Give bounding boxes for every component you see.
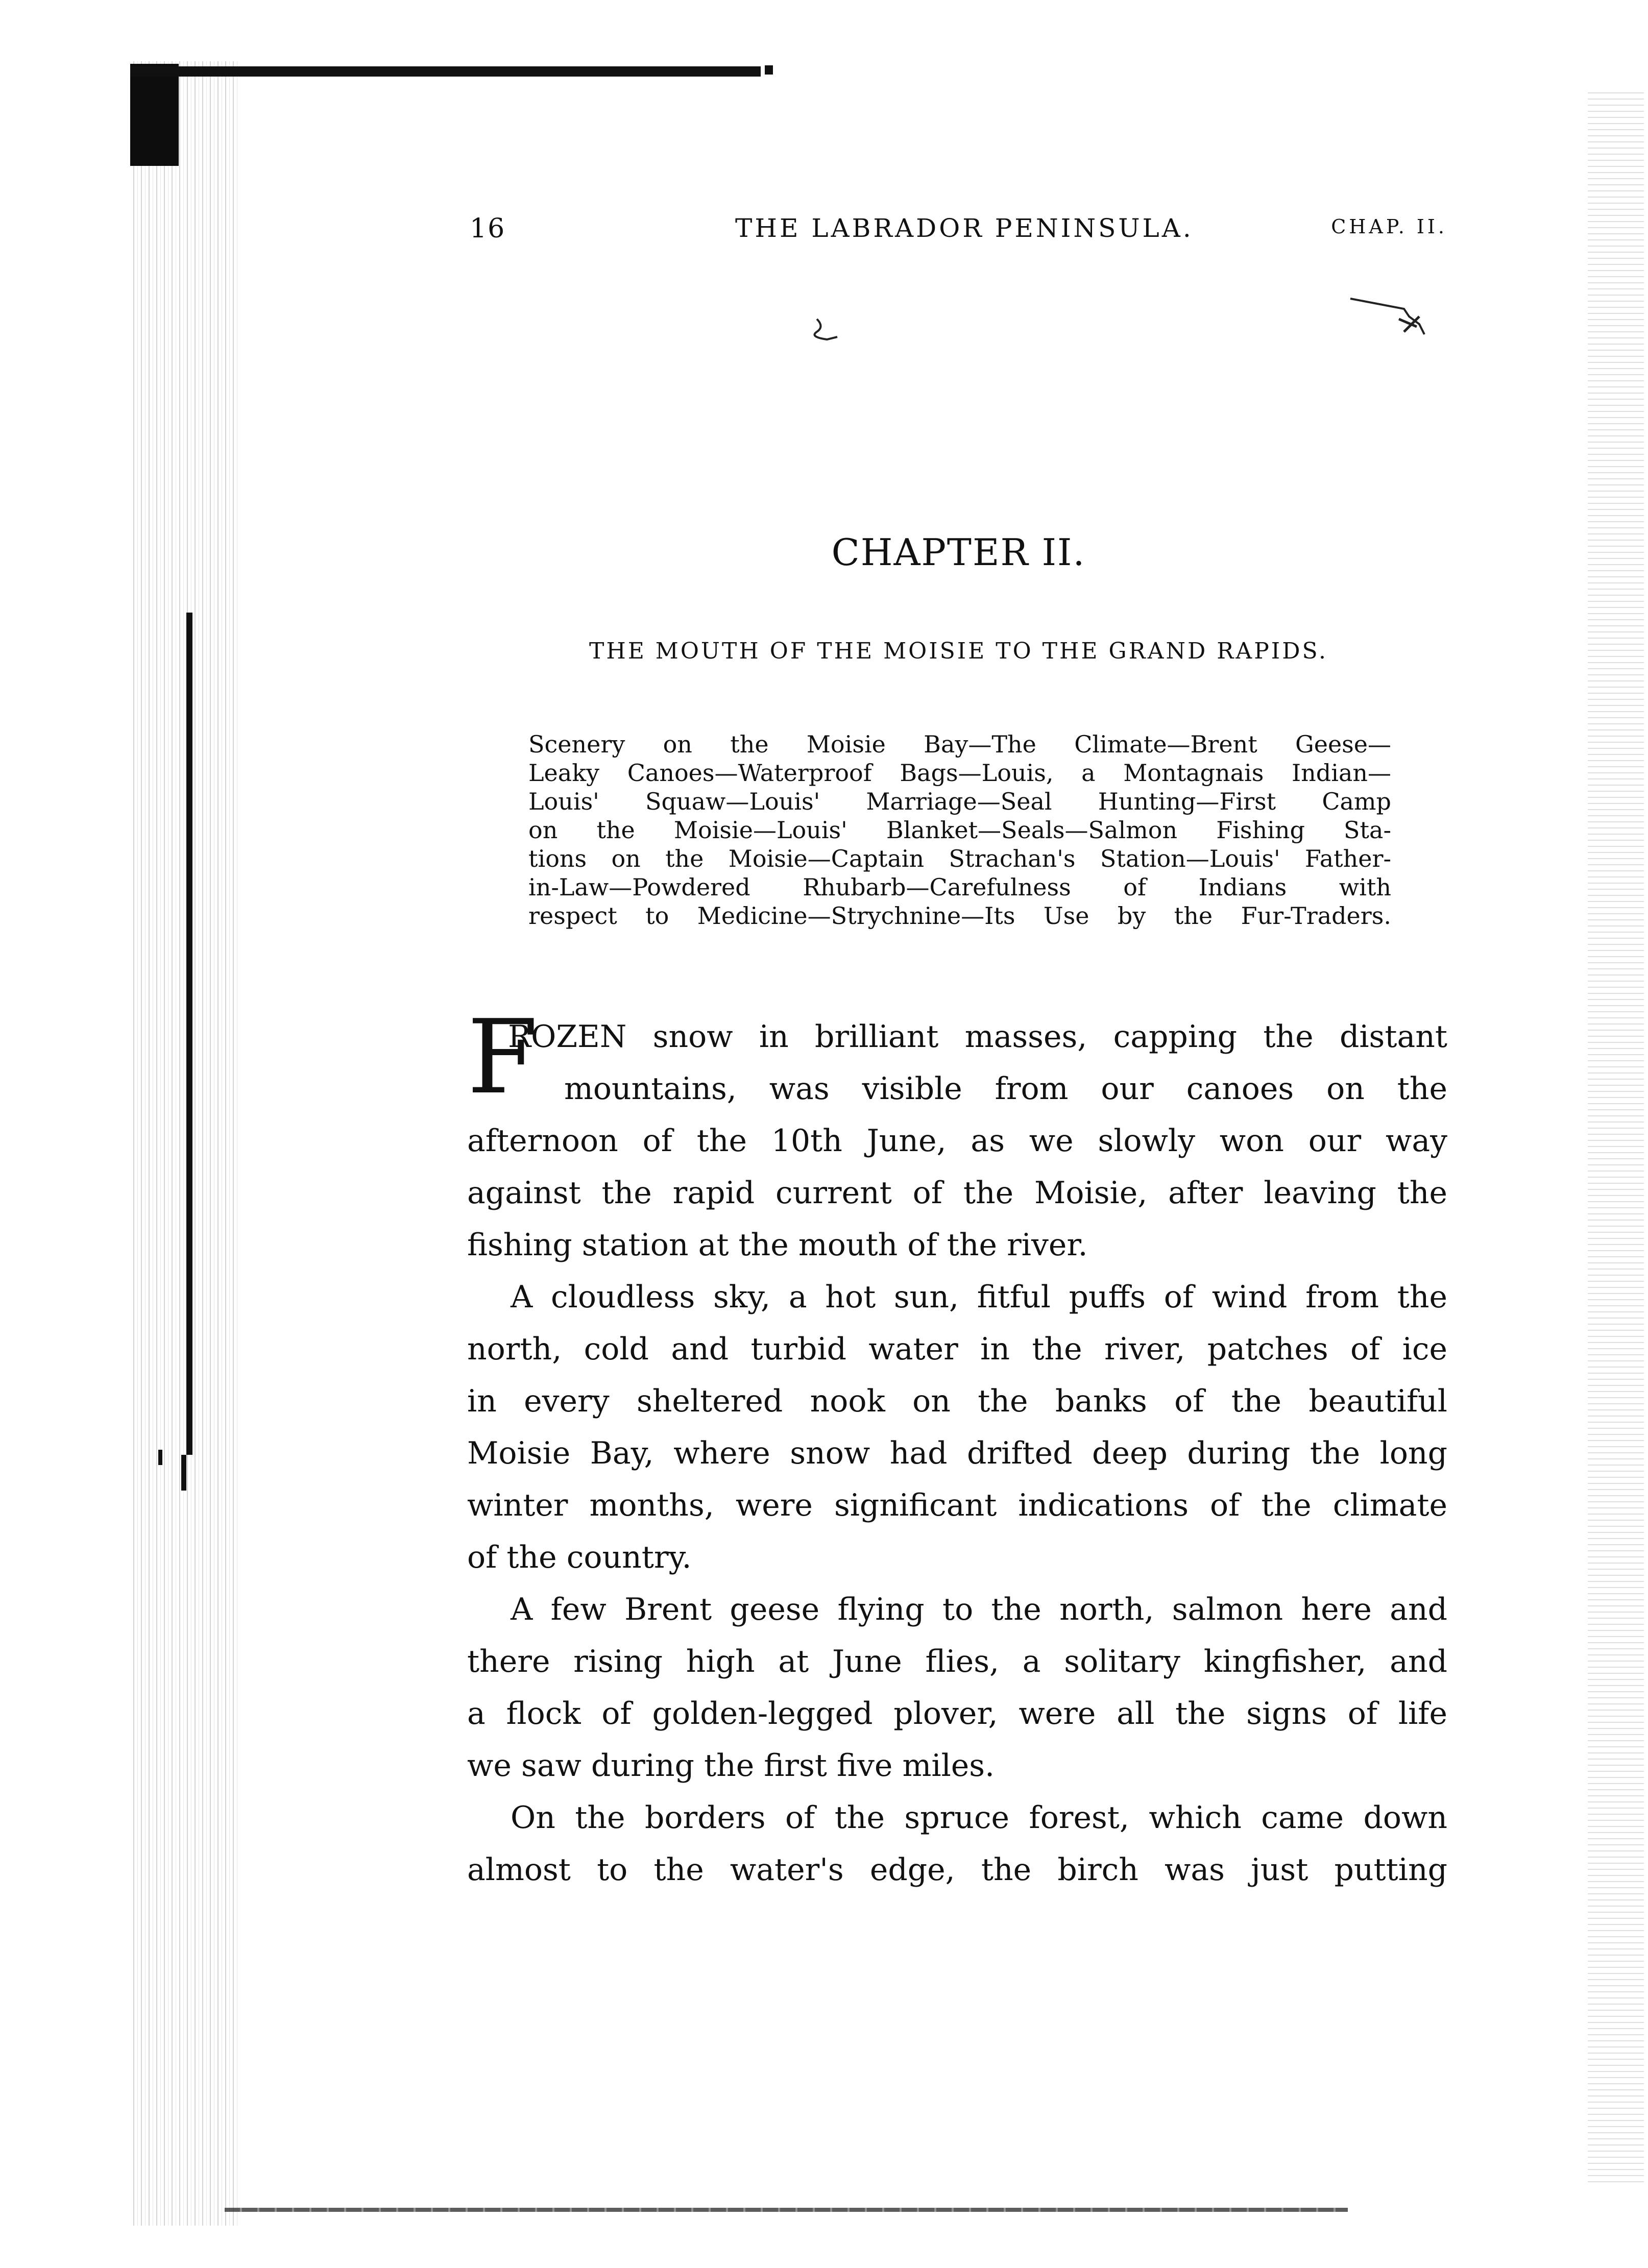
scan-margin-mark <box>158 1450 162 1465</box>
chapter-synopsis <box>528 730 1391 930</box>
scan-binding-mark <box>181 1455 186 1491</box>
pencil-squiggle-icon <box>807 316 842 347</box>
paragraph-1 <box>467 998 1447 1271</box>
text-line: A few Brent geese flying to the north, salmon here and <box>511 1592 1447 1627</box>
paragraph-3 <box>467 1583 1447 1792</box>
scan-top-edge-dot <box>765 65 773 75</box>
synopsis-line: Louis' Squaw—Louis' Marriage—Seal Hunting—First Camp <box>528 788 1391 815</box>
page-number: 16 <box>470 213 506 244</box>
paragraph-4 <box>467 1792 1447 1896</box>
synopsis-line: tions on the Moisie—Captain Strachan's Station—Louis' Father- <box>528 845 1391 872</box>
text-line: in every sheltered nook on the banks of the beautiful <box>467 1383 1447 1419</box>
scan-binding-line <box>186 613 192 1455</box>
pencil-mark-icon <box>1348 296 1429 352</box>
text-line: On the borders of the spruce forest, which came down <box>511 1800 1447 1836</box>
text-line: of the country. <box>467 1540 692 1575</box>
chapter-subtitle: THE MOUTH OF THE MOISIE TO THE GRAND RAPIDS. <box>589 638 1328 664</box>
text-line: a flock of golden-legged plover, were all the signs of life <box>467 1696 1447 1732</box>
text-line: we saw during the first five miles. <box>467 1748 995 1784</box>
synopsis-line: in-Law—Powdered Rhubarb—Carefulness of Indians with <box>528 873 1391 901</box>
text-line: almost to the water's edge, the birch was just putting <box>467 1852 1447 1888</box>
synopsis-line: respect to Medicine—Strychnine—Its Use by the Fur-Traders. <box>528 902 1391 930</box>
chapter-reference: CHAP. II. <box>1331 215 1447 238</box>
text-line: north, cold and turbid water in the river, patches of ice <box>467 1331 1447 1367</box>
scan-binding-shadow <box>130 61 240 2226</box>
running-header <box>470 213 1447 249</box>
text-line: A cloudless sky, a hot sun, fitful puffs of wind from the <box>511 1279 1447 1315</box>
text-line: fishing station at the mouth of the river. <box>467 1227 1088 1263</box>
text-line: Moisie Bay, where snow had drifted deep during the long <box>467 1435 1447 1471</box>
text-line: there rising high at June flies, a solitary kingfisher, and <box>467 1644 1447 1679</box>
paragraph-2 <box>467 1271 1447 1583</box>
body-text <box>467 998 1447 1896</box>
text-line: winter months, were significant indications of the climate <box>467 1487 1447 1523</box>
text-line: against the rapid current of the Moisie, after leaving the <box>467 1175 1447 1211</box>
synopsis-line: on the Moisie—Louis' Blanket—Seals—Salmon Fishing Sta- <box>528 816 1391 844</box>
text-line: afternoon of the 10th June, as we slowly won our way <box>467 1123 1447 1159</box>
scan-right-edge <box>1588 92 1644 2185</box>
synopsis-line: Leaky Canoes—Waterproof Bags—Louis, a Montagnais Indian— <box>528 759 1391 787</box>
running-title: THE LABRADOR PENINSULA. <box>735 213 1194 243</box>
text-line: ROZEN snow in brilliant masses, capping the distant <box>508 1019 1447 1055</box>
text-line: mountains, was visible from our canoes on the <box>564 1071 1447 1107</box>
synopsis-line: Scenery on the Moisie Bay—The Climate—Brent Geese— <box>528 730 1391 758</box>
scan-top-edge <box>130 66 761 77</box>
scan-bottom-edge <box>225 2208 1348 2212</box>
chapter-heading: CHAPTER II. <box>831 531 1086 574</box>
drop-cap: F <box>467 998 538 1117</box>
scan-binding-corner <box>130 64 179 166</box>
